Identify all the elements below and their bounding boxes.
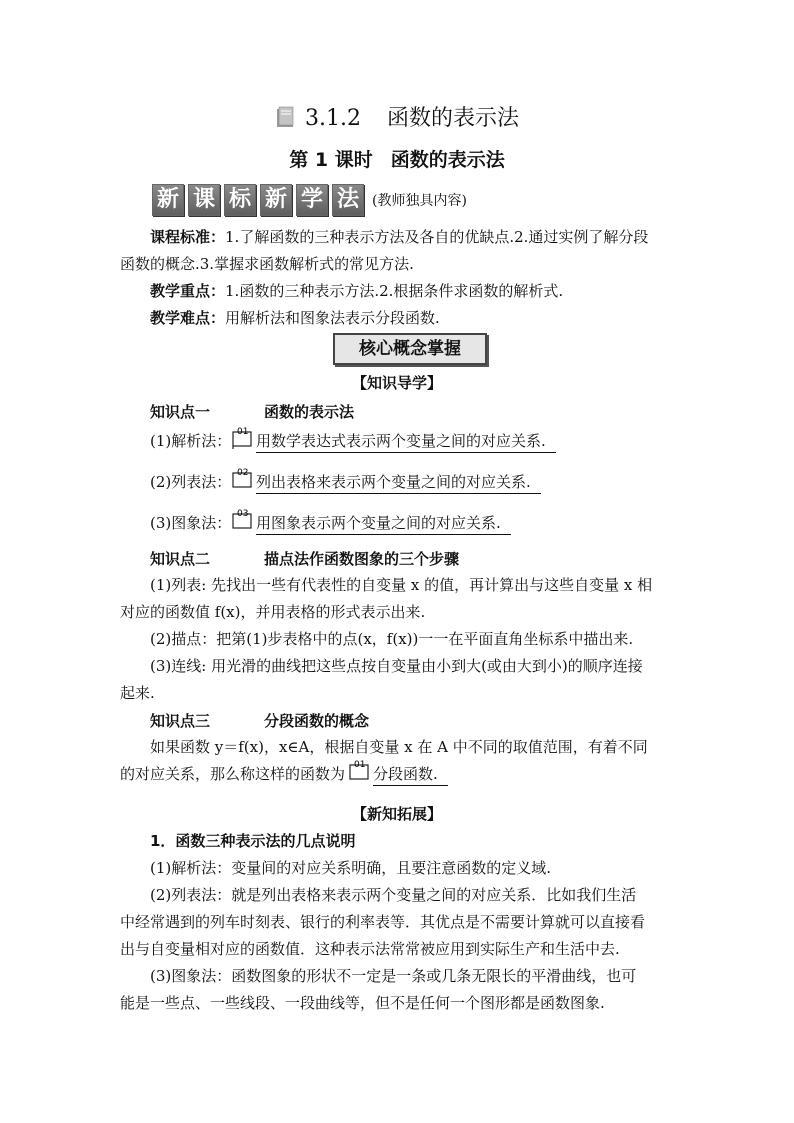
step-2: (2)描点：把第(1)步表格中的点(x，f(x))一一在平面直角坐标系中描出来.	[150, 630, 634, 648]
banner-char: 法	[332, 184, 364, 216]
banner-char: 新	[260, 184, 292, 216]
banner-char: 学	[296, 184, 328, 216]
extension-heading: 1．函数三种表示法的几点说明	[150, 832, 356, 850]
extension-p2-line-1: (2)列表法：就是列出表格来表示两个变量之间的对应关系．比如我们生活	[150, 886, 637, 904]
step-3-line-1: (3)连线: 用光滑的曲线把这些点按自变量由小到大(或由大到小)的顺序连接	[150, 657, 643, 675]
extension-p1: (1)解析法：变量间的对应关系明确，且要注意函数的定义域.	[150, 859, 552, 877]
section-title	[0, 104, 794, 134]
banner-char: 新	[152, 184, 184, 216]
difficult-points-text: 用解析法和图象法表示分段函数.	[225, 309, 440, 327]
method-answer: 列出表格来表示两个变量之间的对应关系.	[256, 473, 541, 494]
book-icon	[275, 106, 295, 128]
kp3-title: 分段函数的概念	[264, 712, 370, 730]
lesson-subtitle	[0, 146, 794, 174]
knowledge-point-3	[150, 710, 370, 731]
extension-p3-line-1: (3)图象法：函数图象的形状不一定是一条或几条无限长的平滑曲线，也可	[150, 967, 637, 985]
svg-text:03: 03	[237, 509, 249, 519]
method-answer: 用数学表达式表示两个变量之间的对应关系.	[256, 432, 556, 453]
lesson-title: 函数的表示法	[390, 149, 505, 171]
section-title-text: 函数的表示法	[386, 106, 519, 131]
piecewise-answer: 分段函数.	[373, 765, 448, 786]
extension-p2-line-3: 出与自变量相对应的函数值．这种表示法常常被应用到实际生产和生活中去.	[120, 940, 620, 958]
kp2-label: 知识点二	[150, 550, 211, 568]
standard-line-2: 函数的概念.3.掌握求函数解析式的常见方法.	[120, 255, 414, 273]
method-label: (2)列表法：	[150, 473, 232, 491]
key-points-text: 1.函数的三种表示方法.2.根据条件求函数的解析式.	[225, 282, 564, 300]
step-1-line-1: (1)列表: 先找出一些有代表性的自变量 x 的值，再计算出与这些自变量 x 相	[150, 576, 653, 594]
extension-content	[120, 828, 676, 1017]
method-graph	[150, 510, 511, 537]
piecewise-line-2: 的对应关系，那么称这样的函数为	[120, 765, 346, 783]
answer-box-icon	[349, 762, 369, 782]
plotting-steps	[120, 572, 676, 707]
method-analytic	[150, 428, 556, 455]
kp1-label: 知识点一	[150, 403, 211, 421]
piecewise-definition	[120, 734, 676, 788]
banner-char: 标	[224, 184, 256, 216]
new-curriculum-banner	[152, 183, 467, 217]
answer-box-icon	[232, 511, 252, 531]
step-1-line-2: 对应的函数值 f(x)，并用表格的形式表示出来.	[120, 603, 426, 621]
kp2-title: 描点法作函数图象的三个步骤	[264, 550, 460, 568]
lesson-number: 第 1 课时	[289, 149, 373, 171]
method-table	[150, 469, 541, 496]
piecewise-line-1: 如果函数 y＝f(x)，x∈A，根据自变量 x 在 A 中不同的取值范围，有着不同	[150, 738, 648, 756]
key-points-label: 教学重点：	[150, 282, 226, 300]
knowledge-point-2	[150, 548, 460, 569]
svg-text:01: 01	[237, 427, 249, 437]
method-answer: 用图象表示两个变量之间的对应关系.	[256, 514, 511, 535]
banner-char: 课	[188, 184, 220, 216]
core-concept-banner: 核心概念掌握	[333, 333, 487, 365]
extension-p3-line-2: 能是一些点、一些线段、一段曲线等，但不是任何一个图形都是函数图象.	[120, 994, 605, 1012]
step-3-line-2: 起来.	[120, 684, 155, 702]
standard-label: 课程标准：	[150, 228, 226, 246]
kp3-label: 知识点三	[150, 712, 211, 730]
course-standard	[120, 224, 676, 332]
answer-box-icon	[232, 429, 252, 449]
extension-p2-line-2: 中经常遇到的列车时刻表、银行的利率表等．其优点是不需要计算就可以直接看	[120, 913, 646, 931]
method-label: (3)图象法：	[150, 514, 232, 532]
difficult-points-label: 教学难点：	[150, 309, 226, 327]
answer-box-icon	[232, 470, 252, 490]
extension-header: 【新知拓展】	[351, 805, 442, 823]
knowledge-point-1	[150, 401, 355, 422]
svg-text:02: 02	[237, 468, 249, 478]
standard-line-1: 1.了解函数的三种表示方法及各自的优缺点.2.通过实例了解分段	[225, 228, 649, 246]
method-label: (1)解析法：	[150, 432, 232, 450]
kp1-title: 函数的表示法	[264, 403, 355, 421]
section-number: 3.1.2	[305, 106, 361, 131]
teacher-only-note: (教师独具内容)	[372, 193, 467, 209]
knowledge-guide-header: 【知识导学】	[351, 374, 442, 392]
svg-text:01: 01	[354, 760, 366, 770]
